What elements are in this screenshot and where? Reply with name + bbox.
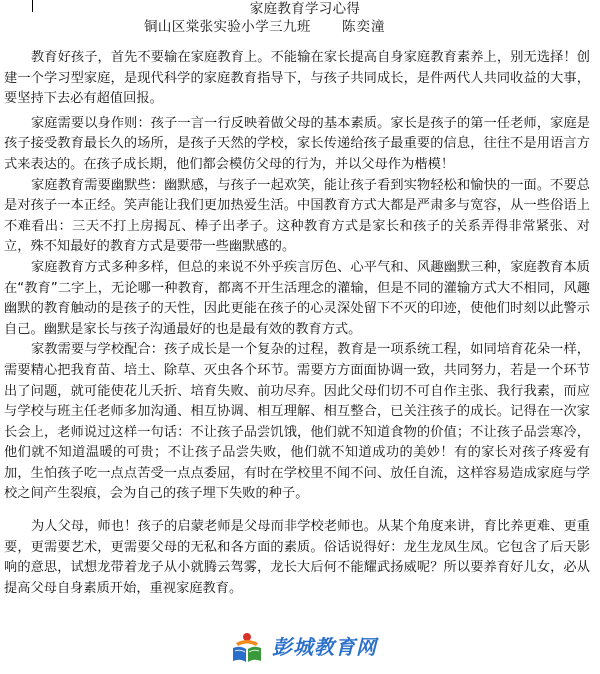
document-title-text: 家庭教育学习心得 — [249, 1, 361, 17]
paragraph-3: 家庭教育需要幽默些：幽默感，与孩子一起欢笑，能让孩子看到实物轻松和愉快的一面。不要总是对孩子一本正经。笑声能让我们更加热爱生活。中国教育方式大都是严肃多与宽容，从一些俗语上不难看出：三天不打上房揭瓦、棒子出孝子。这种教育方式是家长和孩子的关系弄得非常紧张、对立，殊不知最好的教育方式是要带一些幽默感的。 — [4, 177, 590, 255]
author-name: 陈奕潼 — [342, 19, 386, 35]
paragraph-6: 为人父母，师也！孩子的启蒙老师是父母而非学校老师也。从某个角度来讲，育比养更难、更重要，更需要艺术，更需要父母的无私和各方面的素质。俗话说得好：龙生龙凤生凤。它包含了后天影响的意思，试想龙带着龙子从小就腾云驾雾，龙长大后何不能耀武扬威呢？所以要养育好儿女，必从提高父母自身素质开始，重视家庭教育。 — [4, 519, 590, 596]
paragraph-4: 家庭教育方式多种多样，但总的来说不外乎疾言厉色、心平气和、风趣幽默三种，家庭教育本质在“教育”二字上，无论哪一种教育，都离不开生活理念的灌输，但是不同的灌输方式大不相同，风趣幽默的教育触动的是孩子的天性，因此更能在孩子的心灵深处留下不灭的印迹，使他们时刻以此警示自己。幽默是家长与孩子沟通最好的也是最有效的教育方式。 — [4, 259, 590, 337]
site-watermark-logo — [226, 628, 386, 668]
paragraph-2: 家庭需要以身作则：孩子一言一行反映着做父母的基本素质。家长是孩子的第一任老师，家庭是孩子接受教育最长久的场所，是孩子天然的学校，家长传递给孩子最重要的信息，往往不是用语言方式来表达的。在孩子成长期，他们都会模仿父母的行为，并以父母作为楷模！ — [4, 115, 590, 172]
paragraph-5: 家教需要与学校配合：孩子成长是一个复杂的过程，教育是一项系统工程，如同培育花朵一样，需要精心把我育苗、培土、除草、灭虫各个环节。需要方方面面协调一致，共同努力，若是一个环节出了问题，就可能使花儿夭折、培育失败、前功尽弃。因此父母们切不可自作主张、我行我素，而应与学校与班主任老师多加沟通、相互协调、相互理解、相互整合，已关注孩子的成长。记得在一次家长会上，老师说过这样一句话：不让孩子品尝饥饿，他们就不知道食物的价值；不让孩子品尝寒冷，他们就不知道温暖的可贵；不让孩子品尝失败，他们就不知道成功的美妙！有的家长对孩子疼爱有加，生怕孩子吃一点点苦受一点点委屈，有时在学校里不闻不问、放任自流，这样容易造成家庭与学校之间产生裂痕，会为自己的孩子埋下失败的种子。 — [4, 342, 590, 502]
paragraph-1: 教育好孩子，首先不要输在家庭教育上。不能输在家长提高自身家庭教育素养上，别无选择！创建一个学习型家庭，是现代科学的家庭教育指导下，与孩子共同成长，是件两代人共同收益的大事，要坚持下去必有超值回报。 — [4, 50, 590, 107]
site-name: 彭城教育网 — [272, 635, 377, 659]
book-logo-icon — [230, 631, 264, 665]
document-body — [4, 48, 590, 599]
school-name: 铜山区棠张实验小学三九班 — [144, 19, 311, 35]
document-title — [0, 1, 600, 17]
